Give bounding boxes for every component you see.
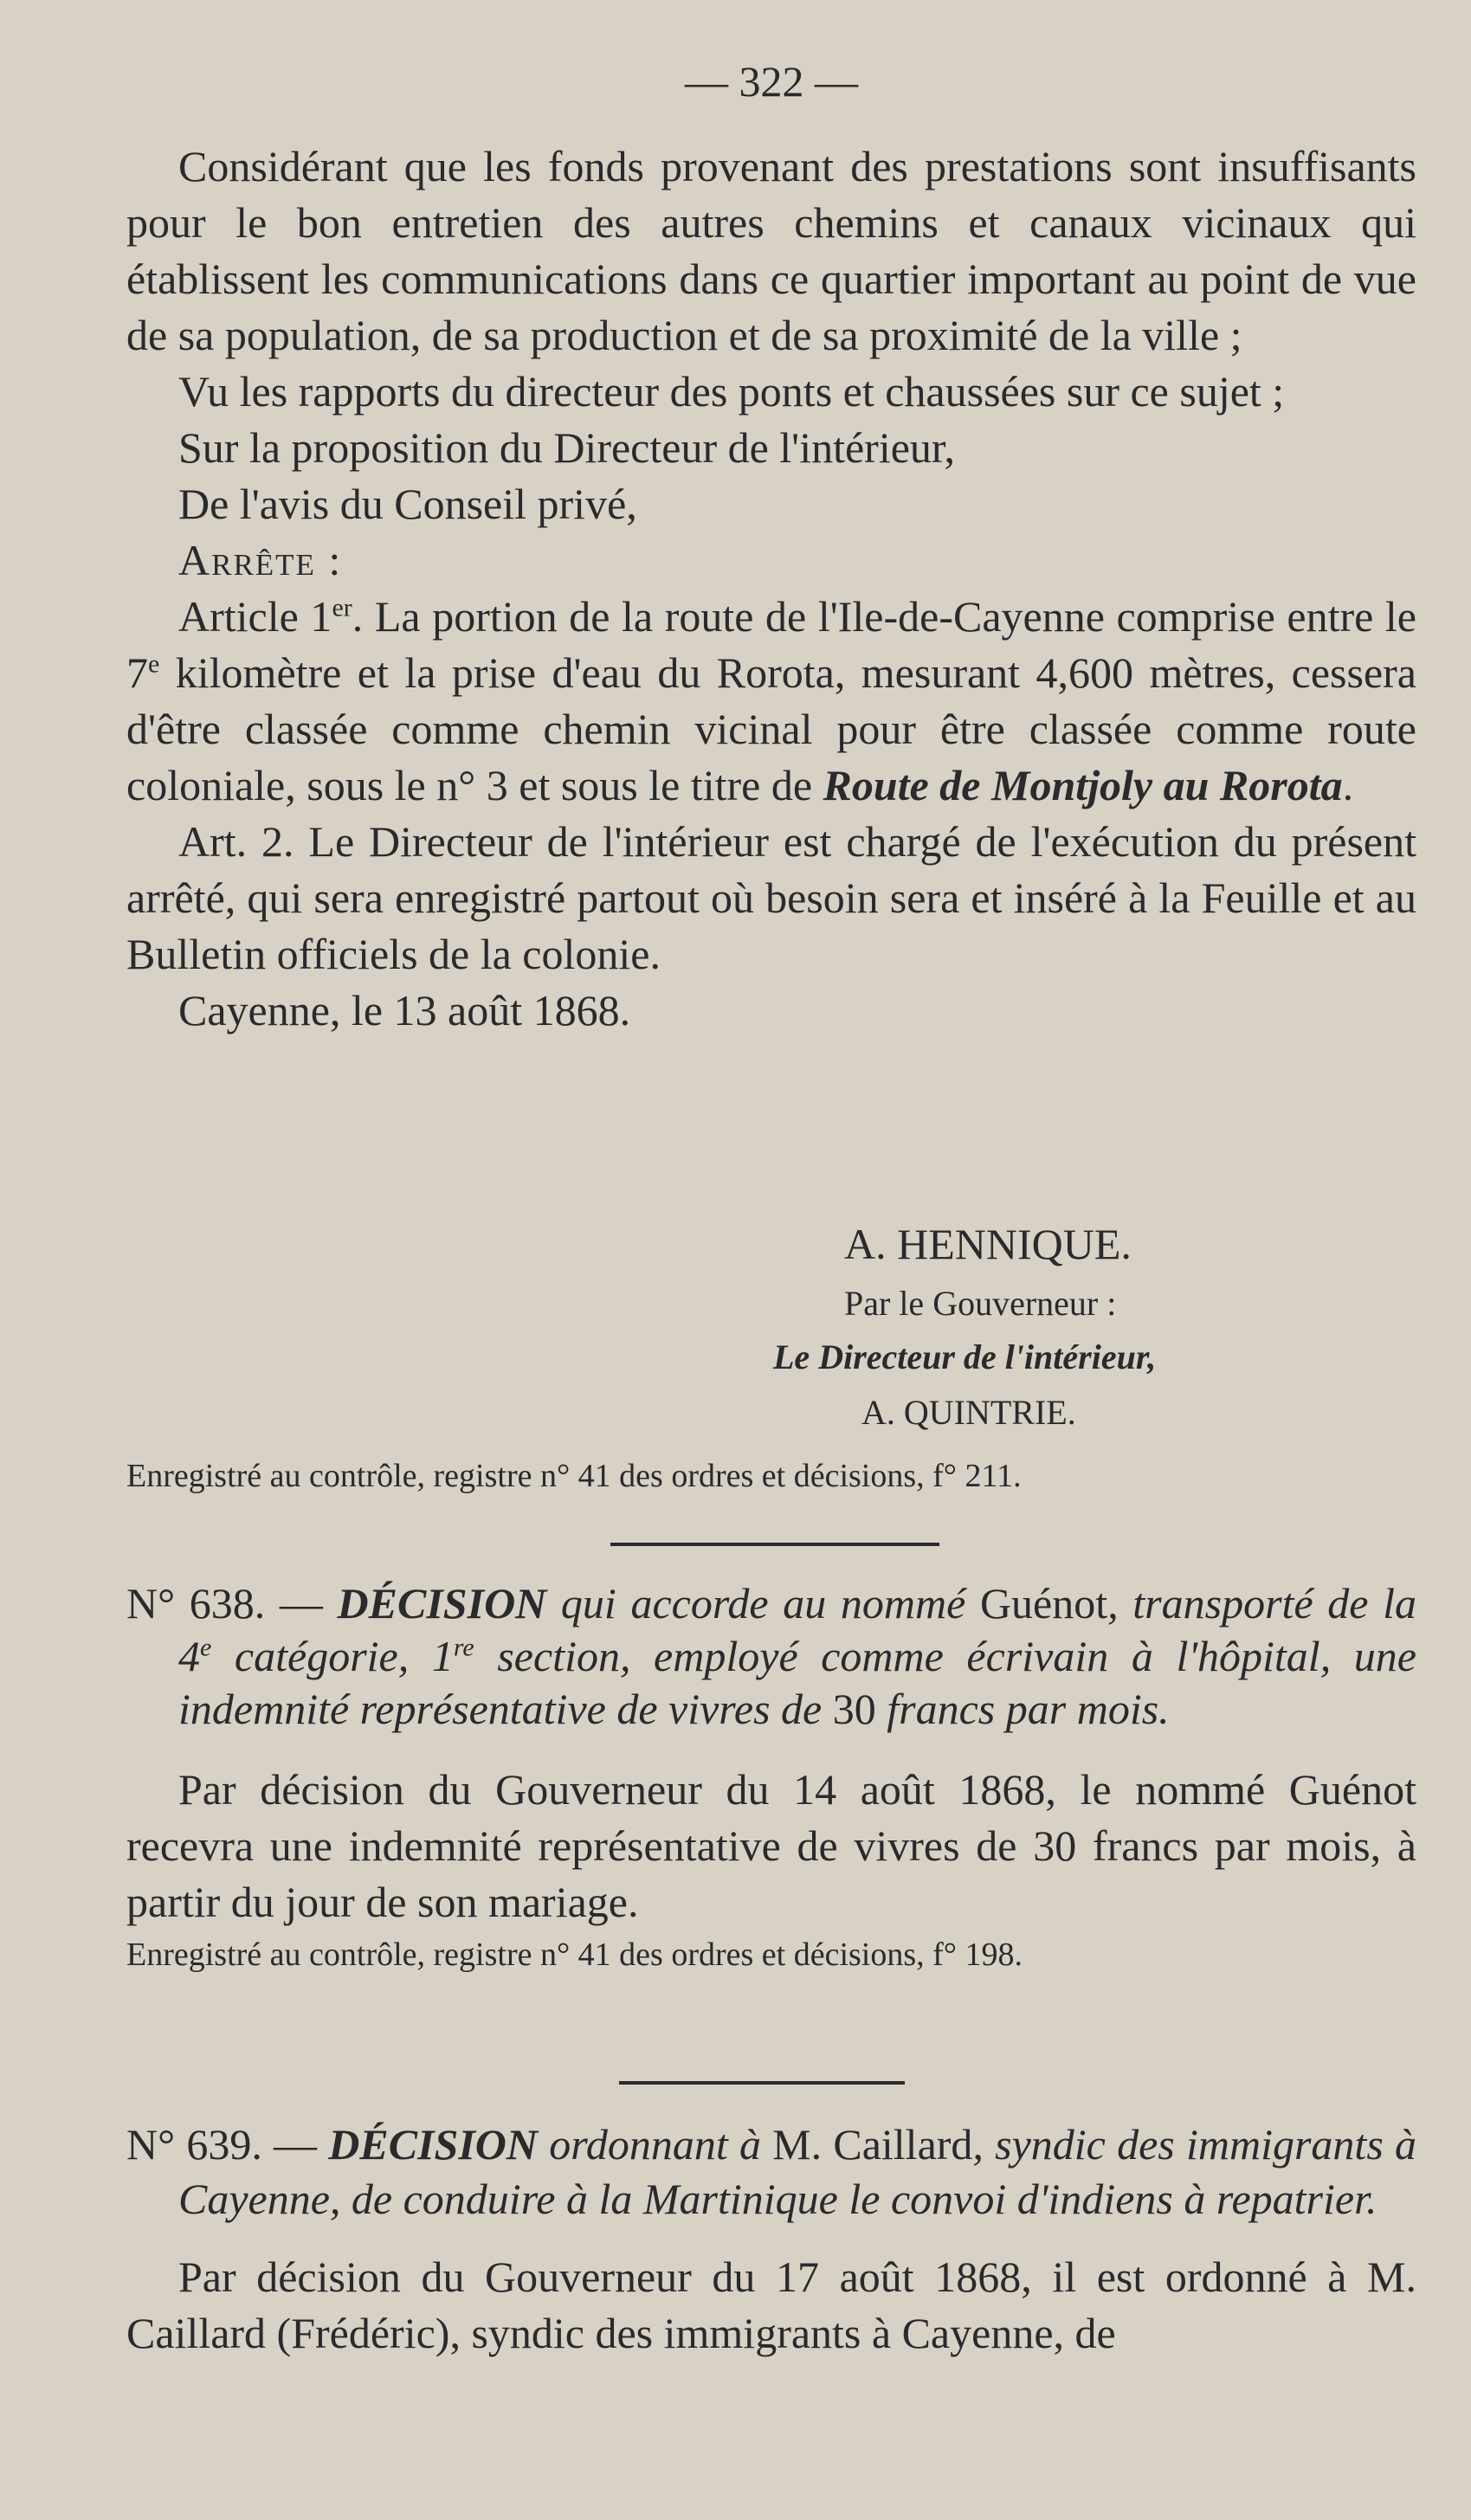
decision-638 — [126, 1577, 1416, 1979]
article-2: Art. 2. Le Directeur de l'intérieur est chargé de l'exécution du présent arrêté, qui sera enregistré partout où besoin sera et inséré à la Feuille et au Bulletin officiels de la colonie. — [126, 817, 1416, 978]
decision-638-sup-2: re — [453, 1633, 474, 1662]
decision-639-kind: DÉCISION — [328, 2120, 539, 2169]
arrete-section — [126, 139, 1416, 1039]
place-date: Cayenne, le 13 août 1868. — [178, 986, 631, 1034]
vu-paragraph: Vu les rapports du directeur des ponts et chaussées sur ce sujet ; — [178, 367, 1285, 416]
decision-638-heading — [126, 1577, 1416, 1736]
par-le-gouverneur: Par le Gouverneur : — [844, 1284, 1117, 1323]
article-1-sup2: e — [148, 649, 160, 679]
route-title: Route de Montjoly au Rorota — [823, 761, 1343, 809]
article-1-prefix: Article 1 — [178, 592, 332, 641]
decision-638-amount: 30 — [832, 1685, 876, 1733]
decision-639-heading — [126, 2117, 1416, 2227]
directeur-name: A. QUINTRIE. — [861, 1393, 1076, 1432]
signature: A. HENNIQUE. — [844, 1220, 1132, 1268]
avis-paragraph: De l'avis du Conseil privé, — [178, 480, 637, 528]
decision-639-title-2: , syndic des immigrants à Cayenne, de conduire à la Martinique le convoi d'indiens à repatrier. — [178, 2120, 1416, 2223]
article-1-end: . — [1342, 761, 1354, 809]
decision-639-title-1: ordonnant à — [538, 2120, 773, 2169]
decision-638-body: Par décision du Gouverneur du 14 août 1868, le nommé Guénot recevra une indemnité représentative de vivres de 30 francs par mois, à partir du jour de son mariage. — [126, 1765, 1416, 1926]
considerant-paragraph: Considérant que les fonds provenant des prestations sont insuffisants pour le bon entretien des autres chemins et canaux vicinaux qui établissent les communications dans ce quartier important au point de vue de sa population, de sa production et de sa proximité de la ville ; — [126, 142, 1416, 359]
article-1-sup: er — [332, 593, 352, 622]
arrete-label: Arrête : — [178, 536, 343, 584]
decision-639 — [126, 2117, 1416, 2362]
decision-638-title-3: catégorie, 1 — [211, 1632, 454, 1680]
separator-rule — [610, 1543, 939, 1546]
decision-638-title-4: section, employé comme écrivain à l'hôpital, une indemnité représentative de vivres de — [178, 1632, 1416, 1733]
enregistre-arrete: Enregistré au contrôle, registre n° 41 des ordres et décisions, f° 211. — [126, 1458, 1022, 1494]
decision-639-number: N° 639. — — [126, 2120, 329, 2169]
page-number-text: — 322 — — [685, 57, 858, 106]
enregistre-638: Enregistré au contrôle, registre n° 41 des ordres et décisions, f° 198. — [126, 1937, 1023, 1973]
separator-rule-2 — [619, 2081, 905, 2085]
proposition-paragraph: Sur la proposition du Directeur de l'intérieur, — [178, 423, 956, 472]
decision-638-name: Guénot — [979, 1579, 1108, 1627]
decision-638-kind: DÉCISION — [337, 1579, 547, 1627]
decision-638-sup-1: e — [200, 1633, 212, 1662]
decision-638-title-5: francs par mois. — [875, 1685, 1170, 1733]
decision-638-number: N° 638. — — [126, 1579, 338, 1627]
decision-639-name: M. Caillard — [772, 2120, 973, 2169]
decision-638-title-2: , transporté de la 4 — [178, 1579, 1417, 1680]
directeur-title: Le Directeur de l'intérieur, — [773, 1337, 1157, 1376]
article-1-text2: kilomètre et la prise d'eau du Rorota, mesurant 4,600 mètres, cessera d'être classée comme chemin vicinal pour être classée comme route coloniale, sous le n° 3 et sous le titre de — [126, 648, 1416, 809]
article-1 — [126, 589, 1416, 814]
article-1-text: . La portion de la route de l'Ile-de-Cayenne comprise entre le 7 — [126, 592, 1416, 697]
decision-638-title-1: qui accorde au nommé — [546, 1579, 980, 1627]
page-number — [126, 54, 1416, 110]
decision-639-body: Par décision du Gouverneur du 17 août 1868, il est ordonné à M. Caillard (Frédéric), syndic des immigrants à Cayenne, de — [126, 2253, 1416, 2357]
